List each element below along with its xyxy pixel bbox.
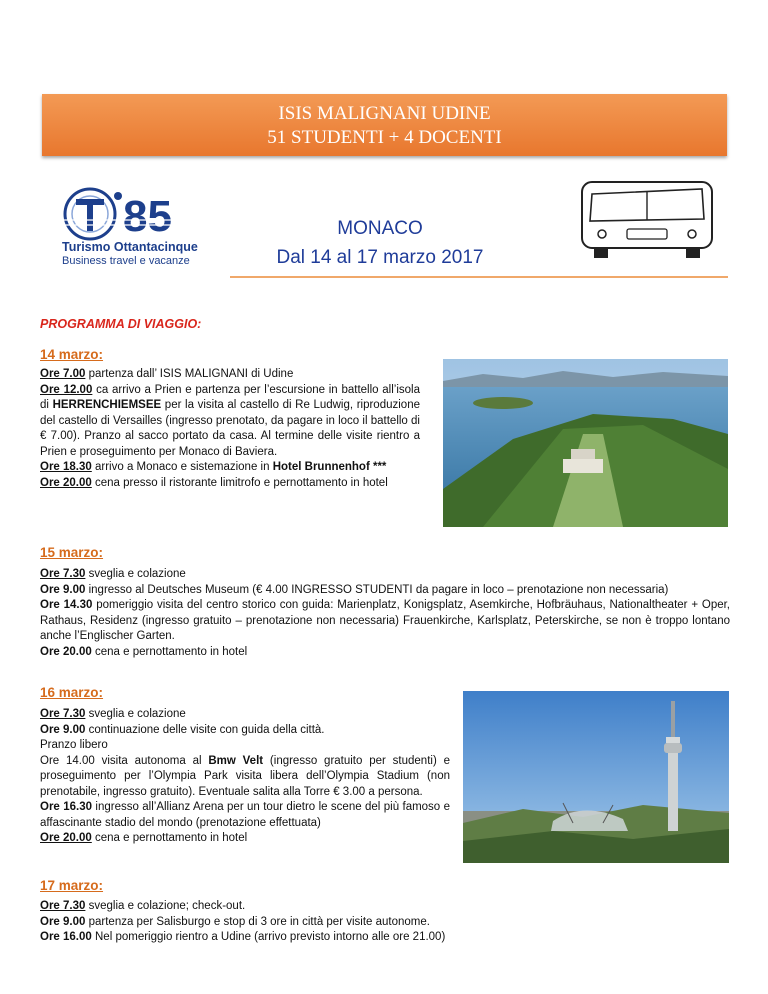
- time-label: Ore 12.00: [40, 383, 93, 396]
- day-heading-3: 16 marzo:: [40, 685, 104, 700]
- time-label: Ore 14.30: [40, 599, 93, 611]
- time-label: Ore 7.00: [40, 368, 86, 380]
- olympia-park-tower-photo: [463, 691, 729, 863]
- time-label: Ore 7.30: [40, 900, 86, 912]
- title-divider: [230, 276, 728, 278]
- school-name: ISIS MALIGNANI UDINE: [278, 103, 491, 124]
- destination-city: MONACO: [337, 218, 423, 239]
- day-heading-2: 15 marzo:: [40, 545, 104, 560]
- bus-icon: [572, 174, 722, 264]
- time-label: Ore 20.00: [40, 645, 92, 658]
- day-1-text: Ore 7.00 partenza dall’ ISIS MALIGNANI di Udine Ore 12.00 ca arrivo a Prien e partenza per l’escursione in battello all’isola di HERRENCHIEMSEE per la visita al castello di Re Ludwig, riproduzione del castello di Versailles (ingresso prenotato, da pagare in loco il battello di € 7.00). Pranzo al sacco portato da casa. Al termine delle visite rientro a Prien e proseguimento per Monaco di Baviera. Ore 18.30 arrivo a Monaco e sistemazione in Hotel Brunnenhof *** Ore 20.00 cena presso il ristorante limitrofo e pernottamento in hotel: [40, 368, 421, 489]
- time-label: Ore 16.30: [40, 801, 92, 813]
- time-label: Ore 9.00: [40, 583, 86, 596]
- header-banner: [42, 94, 727, 156]
- time-label: Ore 7.30: [40, 568, 86, 580]
- logo-tagline: Business travel e vacanze: [62, 255, 190, 267]
- time-label: Ore 20.00: [40, 476, 92, 489]
- day-3-text: Ore 7.30 sveglia e colazione Ore 9.00 continuazione delle visite con guida della città. Pranzo libero Ore 14.00 visita autonoma al Bmw Velt (ingresso gratuito per studenti) e proseguimento per l’Olympia Park visita libera dell’Olympia Stadium (non prenotabile, ingresso gratuito). Eventuale salita alla Torre € 3.00 a persona. Ore 16.30 ingresso all’Allianz Arena per un tour dietro le scene del più famoso e affascinante stadio del mondo (prenotazione effettuata) Ore 20.00 cena e pernottamento in hotel: [40, 708, 450, 844]
- time-label: Ore 9.00: [40, 723, 86, 736]
- herrenchiemsee-aerial-photo: [443, 359, 728, 527]
- time-label: Ore 18.30: [40, 461, 92, 473]
- program-title: PROGRAMMA DI VIAGGIO:: [40, 317, 202, 331]
- day-2-text: Ore 7.30 sveglia e colazione Ore 9.00 ingresso al Deutsches Museum (€ 4.00 INGRESSO STUDENTI da pagare in loco – prenotazione non necessaria) Ore 14.30 pomeriggio visita del centro storico con guida: Marienplatz, Konigsplatz, Asemkirche, Hofbräuhaus, Nationaltheater + Oper, Rathaus, Residenz (ingresso gratuito – prenotazione non necessaria) Frauenkirche, Karlsplatz, Peterskirche, se non è troppo lontano anche l’Englischer Garten. Ore 20.00 cena e pernottamento in hotel: [40, 568, 731, 658]
- trip-dates: Dal 14 al 17 marzo 2017: [276, 247, 484, 268]
- time-label: Ore 16.00: [40, 931, 92, 943]
- participants: 51 STUDENTI + 4 DOCENTI: [267, 127, 502, 148]
- day-4-text: Ore 7.30 sveglia e colazione; check-out. Ore 9.00 partenza per Salisburgo e stop di 3 ore in città per visite autonome. Ore 16.00 Nel pomeriggio rientro a Udine (arrivo previsto intorno alle ore 21.00): [40, 900, 446, 943]
- time-label: Ore 9.00: [40, 915, 86, 928]
- day-heading-1: 14 marzo:: [40, 347, 104, 362]
- logo-name: Turismo Ottantacinque: [62, 240, 198, 254]
- svg-text:85: 85: [123, 192, 172, 241]
- day-heading-4: 17 marzo:: [40, 878, 104, 893]
- time-label: Ore 7.30: [40, 708, 86, 720]
- time-label: Ore 20.00: [40, 832, 92, 844]
